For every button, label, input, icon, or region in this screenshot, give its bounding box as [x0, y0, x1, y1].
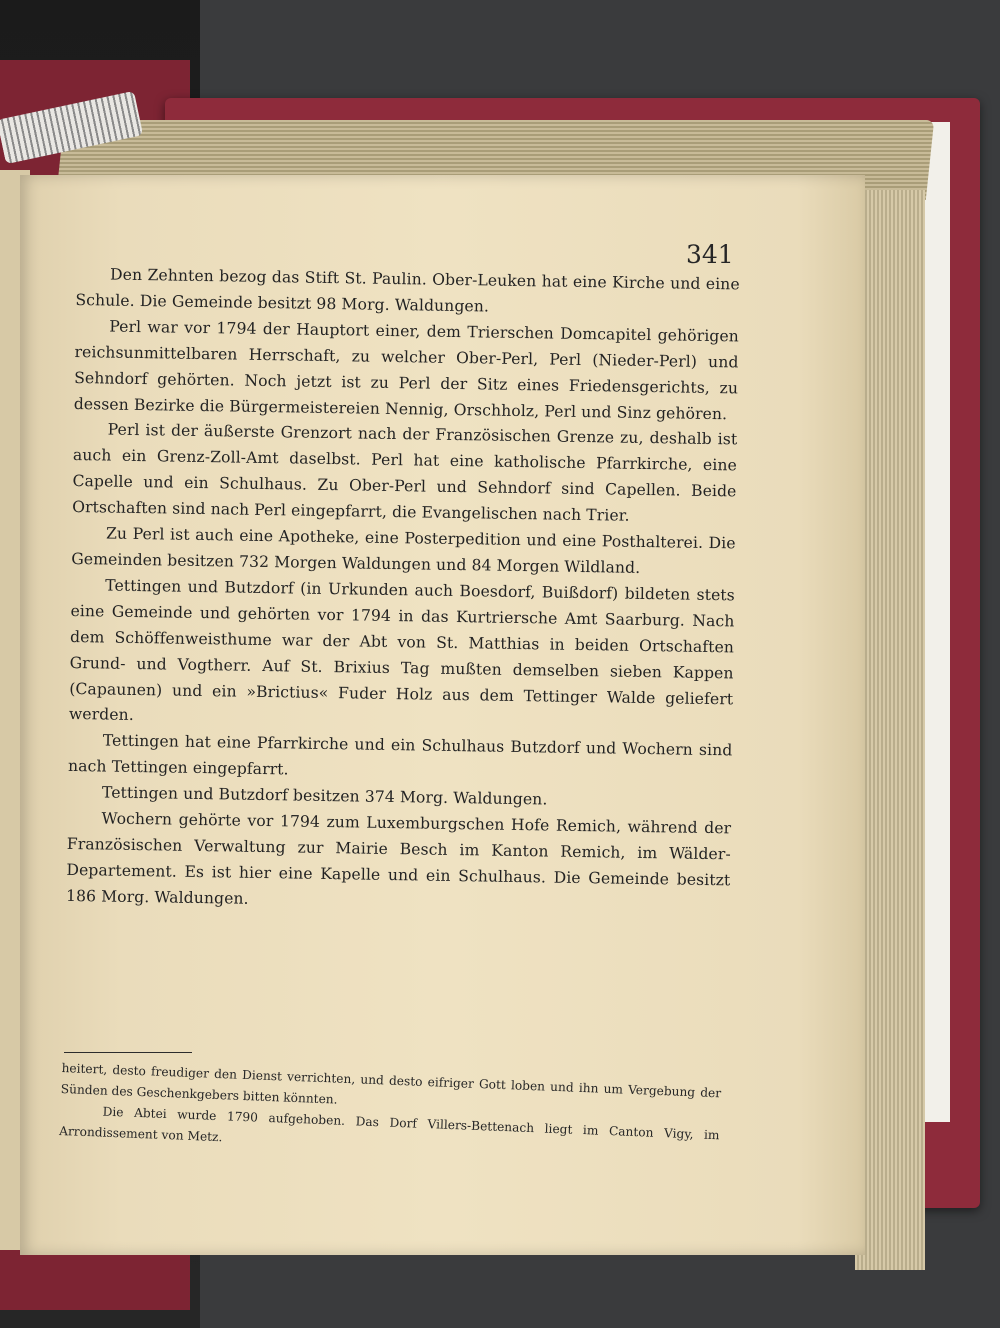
footnote: Die Abtei wurde 1790 aufgehoben. Das Dorf Villers-Bettenach liegt im Canton Vigy, im Arrondissement von Metz. [58, 1104, 720, 1145]
page-number: 341 [686, 240, 734, 269]
paragraph: Tettingen und Butzdorf besitzen 374 Morg. Waldungen. [101, 783, 548, 809]
paragraph: Wochern gehörte vor 1794 zum Luxemburgschen Hofe Remich, während der Französischen Verwaltung zur Mairie Besch im Kanton Remich, im Wälder-Departement. Es ist hier eine Kapelle und ein Schulhaus. Die Gemeinde besitzt 186 Morg. Waldungen. [65, 809, 732, 908]
body-text [66, 262, 740, 920]
paragraph: Zu Perl ist auch eine Apotheke, eine Posterpedition und eine Posthalterei. Die Gemeinden besitzen 732 Morgen Waldungen und 84 Morgen Wildland. [71, 524, 736, 577]
page-edges-right [855, 190, 925, 1270]
paragraph: Den Zehnten bezog das Stift St. Paulin. Ober-Leuken hat eine Kirche und eine Schule. Die Gemeinde besitzt 98 Morg. Waldungen. [75, 265, 740, 316]
paragraph: Tettingen hat eine Pfarrkirche und ein Schulhaus Butzdorf und Wochern sind nach Tettingen eingepfarrt. [67, 731, 733, 779]
paragraph: Perl war vor 1794 der Hauptort einer, dem Trierschen Domcapitel gehörigen reichsunmittelbaren Herrschaft, zu welcher Ober-Perl, Perl (Nieder-Perl) und Sehndorf gehörten. Noch jetzt ist zu Perl der Sitz eines Friedensgerichts, zu dessen Bezirke die Bürgermeistereien Nennig, Orschholz, Perl und Sinz gehören. [73, 317, 740, 423]
footnote-divider [64, 1052, 192, 1053]
paragraph: Perl ist der äußerste Grenzort nach der Französischen Grenze zu, deshalb ist auch ein Grenz-Zoll-Amt daselbst. Perl hat eine katholische Pfarrkirche, eine Capelle und ein Schulhaus. Zu Ober-Perl und Sehndorf sind Capellen. Beide Ortschaften sind nach Perl eingepfarrt, die Evangelischen nach Trier. [72, 420, 738, 525]
footnote: heitert, desto freudiger den Dienst verrichten, und desto eifriger Gott loben und ihn um Vergebung der Sünden des Geschenkgebers bitten könnten. [60, 1060, 722, 1107]
paragraph: Tettingen und Butzdorf (in Urkunden auch Boesdorf, Buißdorf) bildeten stets eine Gemeinde und gehörten vor 1794 in das Kurtriersche Amt Saarburg. Nach dem Schöffenweisthume war der Abt von St. Matthias in beiden Ortschaften Grund- und Vogtherr. Auf St. Brixius Tag mußten demselben sieben Kappen (Capaunen) und ein »Brictius« Fuder Holz aus dem Tettinger Walde geliefert werden. [68, 576, 735, 725]
